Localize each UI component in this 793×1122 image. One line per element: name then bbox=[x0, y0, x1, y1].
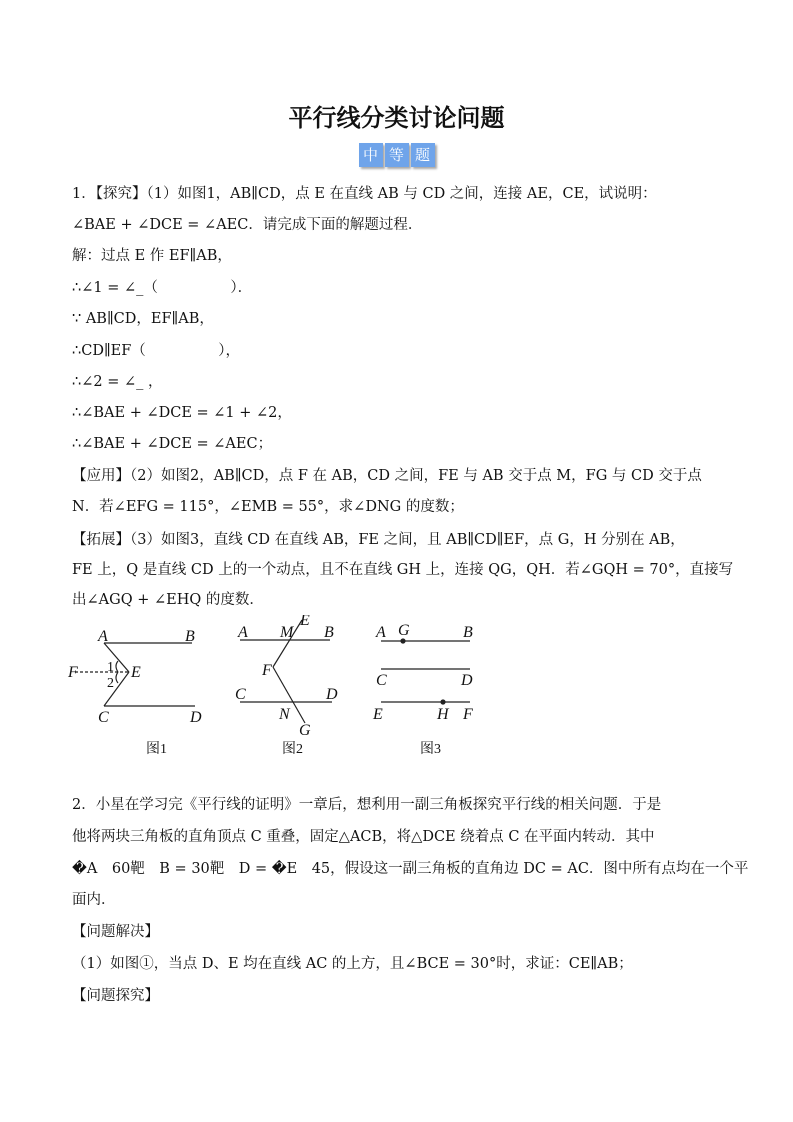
section-heading: 【问题探究】 bbox=[72, 988, 159, 1004]
svg-text:G: G bbox=[299, 722, 311, 739]
extension-line: 出∠AGQ + ∠EHQ 的度数． bbox=[72, 592, 264, 608]
page-title: 平行线分类讨论问题 bbox=[288, 104, 505, 132]
svg-text:1: 1 bbox=[107, 660, 114, 675]
extension-line: FE 上，Q 是直线 CD 上的一个动点，且不在直线 GH 上，连接 QG，QH．若∠GQH = 70°，直接写 bbox=[72, 562, 734, 578]
application-line: N．若∠EFG = 115°，∠EMB = 55°，求∠DNG 的度数； bbox=[72, 499, 464, 515]
problem1-line: 1．【探究】（1）如图1，AB∥CD，点 E 在直线 AB 与 CD 之间，连接 AE，CE，试说明： bbox=[72, 186, 657, 202]
svg-text:图3: 图3 bbox=[420, 742, 441, 757]
solution-line: 解：过点 E 作 EF∥AB， bbox=[72, 248, 232, 264]
solution-line: ∴∠1 = ∠_（ ）． bbox=[72, 280, 253, 296]
solution-line: ∴∠BAE + ∠DCE = ∠AEC； bbox=[72, 436, 273, 452]
svg-text:H: H bbox=[437, 706, 449, 723]
solution-line: ∴CD∥EF（ ）， bbox=[72, 343, 241, 359]
svg-text:A: A bbox=[238, 624, 248, 641]
solution-line: ∴∠BAE + ∠DCE = ∠1 + ∠2， bbox=[72, 405, 292, 421]
difficulty-badge bbox=[0, 143, 793, 167]
section-heading: 【问题解决】 bbox=[72, 924, 159, 940]
svg-text:F: F bbox=[463, 706, 473, 723]
problem1-line: ∠BAE + ∠DCE = ∠AEC．请完成下面的解题过程． bbox=[72, 217, 423, 233]
figures bbox=[60, 615, 480, 765]
svg-text:E: E bbox=[300, 615, 310, 629]
svg-text:G: G bbox=[398, 622, 410, 639]
figure-2 bbox=[235, 615, 338, 757]
solution-line: ∵ AB∥CD，EF∥AB， bbox=[72, 311, 214, 327]
problem2-line: �A 60靶 B = 30靶 D = �E 45，假设这一副三角板的直角边 DC = AC．图中所有点均在一个平 bbox=[72, 861, 749, 877]
problem2-line: 他将两块三角板的直角顶点 C 重叠，固定△ACB，将△DCE 绕着点 C 在平面内转动．其中 bbox=[72, 829, 655, 845]
svg-text:D: D bbox=[461, 672, 473, 689]
svg-text:C: C bbox=[235, 686, 246, 703]
figure-1 bbox=[67, 628, 202, 757]
svg-text:2: 2 bbox=[107, 676, 114, 691]
svg-text:B: B bbox=[324, 624, 334, 641]
svg-text:D: D bbox=[326, 686, 338, 703]
badge-char: 等 bbox=[385, 143, 409, 167]
application-line: 【应用】（2）如图2，AB∥CD，点 F 在 AB，CD 之间，FE 与 AB 交于点 M，FG 与 CD 交于点 bbox=[72, 468, 702, 484]
badge-char: 题 bbox=[411, 143, 435, 167]
problem2-line: 面内． bbox=[72, 892, 116, 908]
svg-text:M: M bbox=[280, 624, 294, 641]
svg-text:C: C bbox=[98, 709, 109, 726]
svg-text:B: B bbox=[463, 624, 473, 641]
svg-text:D: D bbox=[190, 709, 202, 726]
badge-char: 中 bbox=[359, 143, 383, 167]
svg-text:B: B bbox=[185, 628, 195, 645]
problem2-line: 2．小星在学习完《平行线的证明》一章后，想利用一副三角板探究平行线的相关问题．于是 bbox=[72, 797, 662, 813]
svg-text:E: E bbox=[373, 706, 383, 723]
svg-text:F: F bbox=[68, 664, 78, 681]
figure-3 bbox=[372, 622, 473, 757]
extension-line: 【拓展】（3）如图3，直线 CD 在直线 AB，FE 之间，且 AB∥CD∥EF，点 G，H 分别在 AB， bbox=[72, 532, 685, 548]
solution-line: ∴∠2 = ∠_ ， bbox=[72, 374, 163, 390]
svg-text:E: E bbox=[131, 664, 141, 681]
svg-text:F: F bbox=[262, 662, 272, 679]
svg-text:A: A bbox=[376, 624, 386, 641]
svg-text:图2: 图2 bbox=[282, 742, 303, 757]
svg-text:A: A bbox=[98, 628, 108, 645]
svg-text:C: C bbox=[376, 672, 387, 689]
svg-text:N: N bbox=[279, 706, 290, 723]
problem2-line: （1）如图①，当点 D、E 均在直线 AC 的上方，且∠BCE = 30°时，求证：CE∥AB； bbox=[72, 956, 633, 972]
svg-text:图1: 图1 bbox=[146, 742, 167, 757]
